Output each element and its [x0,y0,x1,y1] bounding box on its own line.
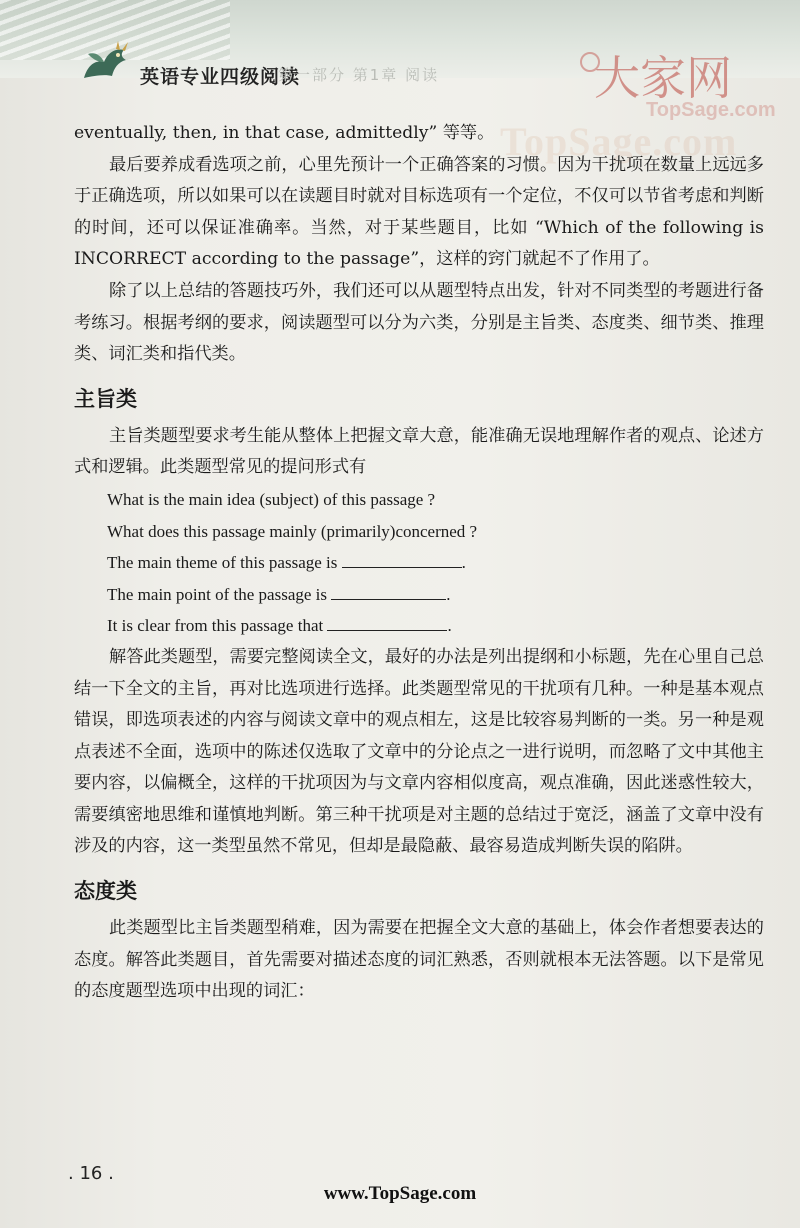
paragraph: eventually, then, in that case, admittedly” 等等。 [74,123,495,143]
watermark-text: TopSage.com [500,119,738,164]
answer-blank [342,553,462,568]
paragraph: 此类题型比主旨类题型稍难，因为需要在把握全文大意的基础上，体会作者想要表达的态度。解答此类题目，首先需要对描述态度的词汇熟悉，否则就根本无法答题。以下是常见的态度题型选项中出现的词汇： [74,918,764,1002]
section-heading: 态度类 [74,879,137,904]
page-content [74,118,764,1008]
question-form: The main point of the passage is . [107,584,451,604]
logo-text: 大家网 [594,51,732,105]
book-title: 英语专业四级阅读 [140,66,301,88]
question-text: The main theme of this passage is [107,553,338,573]
answer-blank [327,616,447,631]
paragraph: 主旨类题型要求考生能从整体上把握文章大意，能准确无误地理解作者的观点、论述方式和逻辑。此类题型常见的提问形式有 [74,425,764,478]
question-text: What is the main idea (subject) of this passage ? [107,489,436,509]
question-form [74,484,764,516]
question-form: The main theme of this passage is . [107,553,466,573]
footer-url: www.TopSage.com [323,1183,477,1204]
question-form [74,516,764,548]
logo-subtext: TopSage.com [646,99,776,121]
paragraph: 最后要养成看选项之前，心里先预计一个正确答案的习惯。因为干扰项在数量上远远多于正确选项，所以如果可以在读题目时就对目标选项有一个定位，不仅可以节省考虑和判断的时间，还可以保证准确率。当然，对于某些题目，比如 “Which of the following is INCORRECT according to the passage”，这样的窍门就起不了作用了。 [74,154,764,270]
question-text: What does this passage mainly (primarily)concerned ? [107,521,478,541]
question-form: It is clear from this passage that . [107,616,452,636]
dragon-mascot-icon [78,38,132,84]
paragraph: 除了以上总结的答题技巧外，我们还可以从题型特点出发，针对不同类型的考题进行备考练习。根据考纲的要求，阅读题型可以分为六类，分别是主旨类、态度类、细节类、推理类、词汇类和指代类。 [74,280,764,365]
page-header [0,0,800,121]
question-text: The main point of the passage is [107,584,328,604]
question-text: It is clear from this passage that [107,616,324,636]
chapter-heading-faint: 第一部分 第1章 阅读 [278,66,440,84]
page-number: . 16 . [68,1163,114,1184]
topsage-logo [576,42,776,122]
answer-blank [331,585,446,600]
section-heading: 主旨类 [74,386,137,411]
paragraph: 解答此类题型，需要完整阅读全文，最好的办法是列出提纲和小标题，先在心里自己总结一下全文的主旨，再对比选项进行选择。此类题型常见的干扰项有几种。一种是基本观点错误，即选项表述的内容与阅读文章中的观点相左，这是比较容易判断的一类。另一种是观点表述不全面，选项中的陈述仅选取了文章中的分论点之一进行说明，而忽略了文中其他主要内容，以偏概全，这样的干扰项因为与文章内容相似度高，观点准确，因此迷惑性较大，需要缜密地思维和谨慎地判断。第三种干扰项是对主题的总结过于宽泛，涵盖了文章中没有涉及的内容，这一类型虽然不常见，但却是最隐蔽、最容易造成判断失误的陷阱。 [74,646,764,857]
